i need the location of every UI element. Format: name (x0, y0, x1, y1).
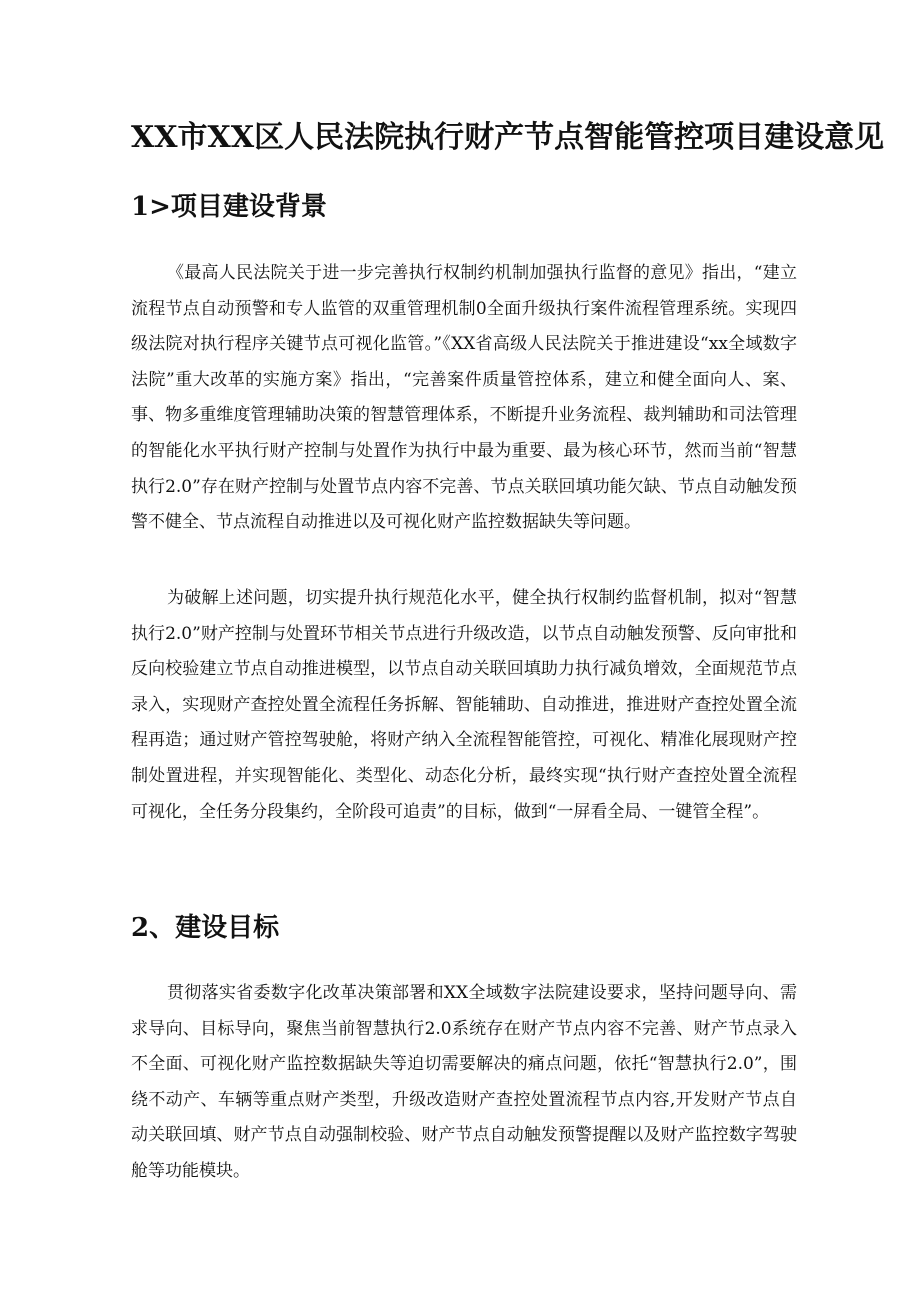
section-heading-goals: 2、建设目标 (131, 913, 280, 943)
paragraph-background-2: 为破解上述问题，切实提升执行规范化水平，健全执行权制约监督机制，拟对“智慧执行2.0”财产控制与处置环节相关节点进行升级改造，以节点自动触发预警、反向审批和反向校验建立节点自动推进模型，以节点自动关联回填助力执行减负增效，全面规范节点录入，实现财产查控处置全流程任务拆解、智能辅助、自动推进，推进财产查控处置全流程再造；通过财产管控驾驶舱，将财产纳入全流程智能管控，可视化、精准化展现财产控制处置进程，并实现智能化、类型化、动态化分析，最终实现“执行财产查控处置全流程可视化，全任务分段集约，全阶段可追责”的目标，做到“一屏看全局、一键管全程”。 (131, 588, 797, 822)
paragraph-goals-1: 贯彻落实省委数字化改革决策部署和XX全域数字法院建设要求，坚持问题导向、需求导向、目标导向，聚焦当前智慧执行2.0系统存在财产节点内容不完善、财产节点录入不全面、可视化财产监控数据缺失等迫切需要解决的痛点问题，依托“智慧执行2.0”，围绕不动产、车辆等重点财产类型，升级改造财产查控处置流程节点内容,开发财产节点自动关联回填、财产节点自动强制校验、财产节点自动触发预警提醒以及财产监控数字驾驶舱等功能模块。 (131, 983, 797, 1181)
document-title: XX市XX区人民法院执行财产节点智能管控项目建设意见 (131, 120, 885, 155)
section-heading-background: 1>项目建设背景 (131, 192, 327, 222)
paragraph-background-1: 《最高人民法院关于进一步完善执行权制约机制加强执行监督的意见》指出，“建立流程节点自动预警和专人监管的双重管理机制0全面升级执行案件流程管理系统。实现四级法院对执行程序关键节点可视化监管。”《XX省高级人民法院关于推进建设“xx全域数字法院”重大改革的实施方案》指出，“完善案件质量管控体系，建立和健全面向人、案、事、物多重维度管理辅助决策的智慧管理体系，不断提升业务流程、裁判辅助和司法管理的智能化水平执行财产控制与处置作为执行中最为重要、最为核心环节，然而当前“智慧执行2.0”存在财产控制与处置节点内容不完善、节点关联回填功能欠缺、节点自动触发预警不健全、节点流程自动推进以及可视化财产监控数据缺失等问题。 (131, 263, 797, 533)
